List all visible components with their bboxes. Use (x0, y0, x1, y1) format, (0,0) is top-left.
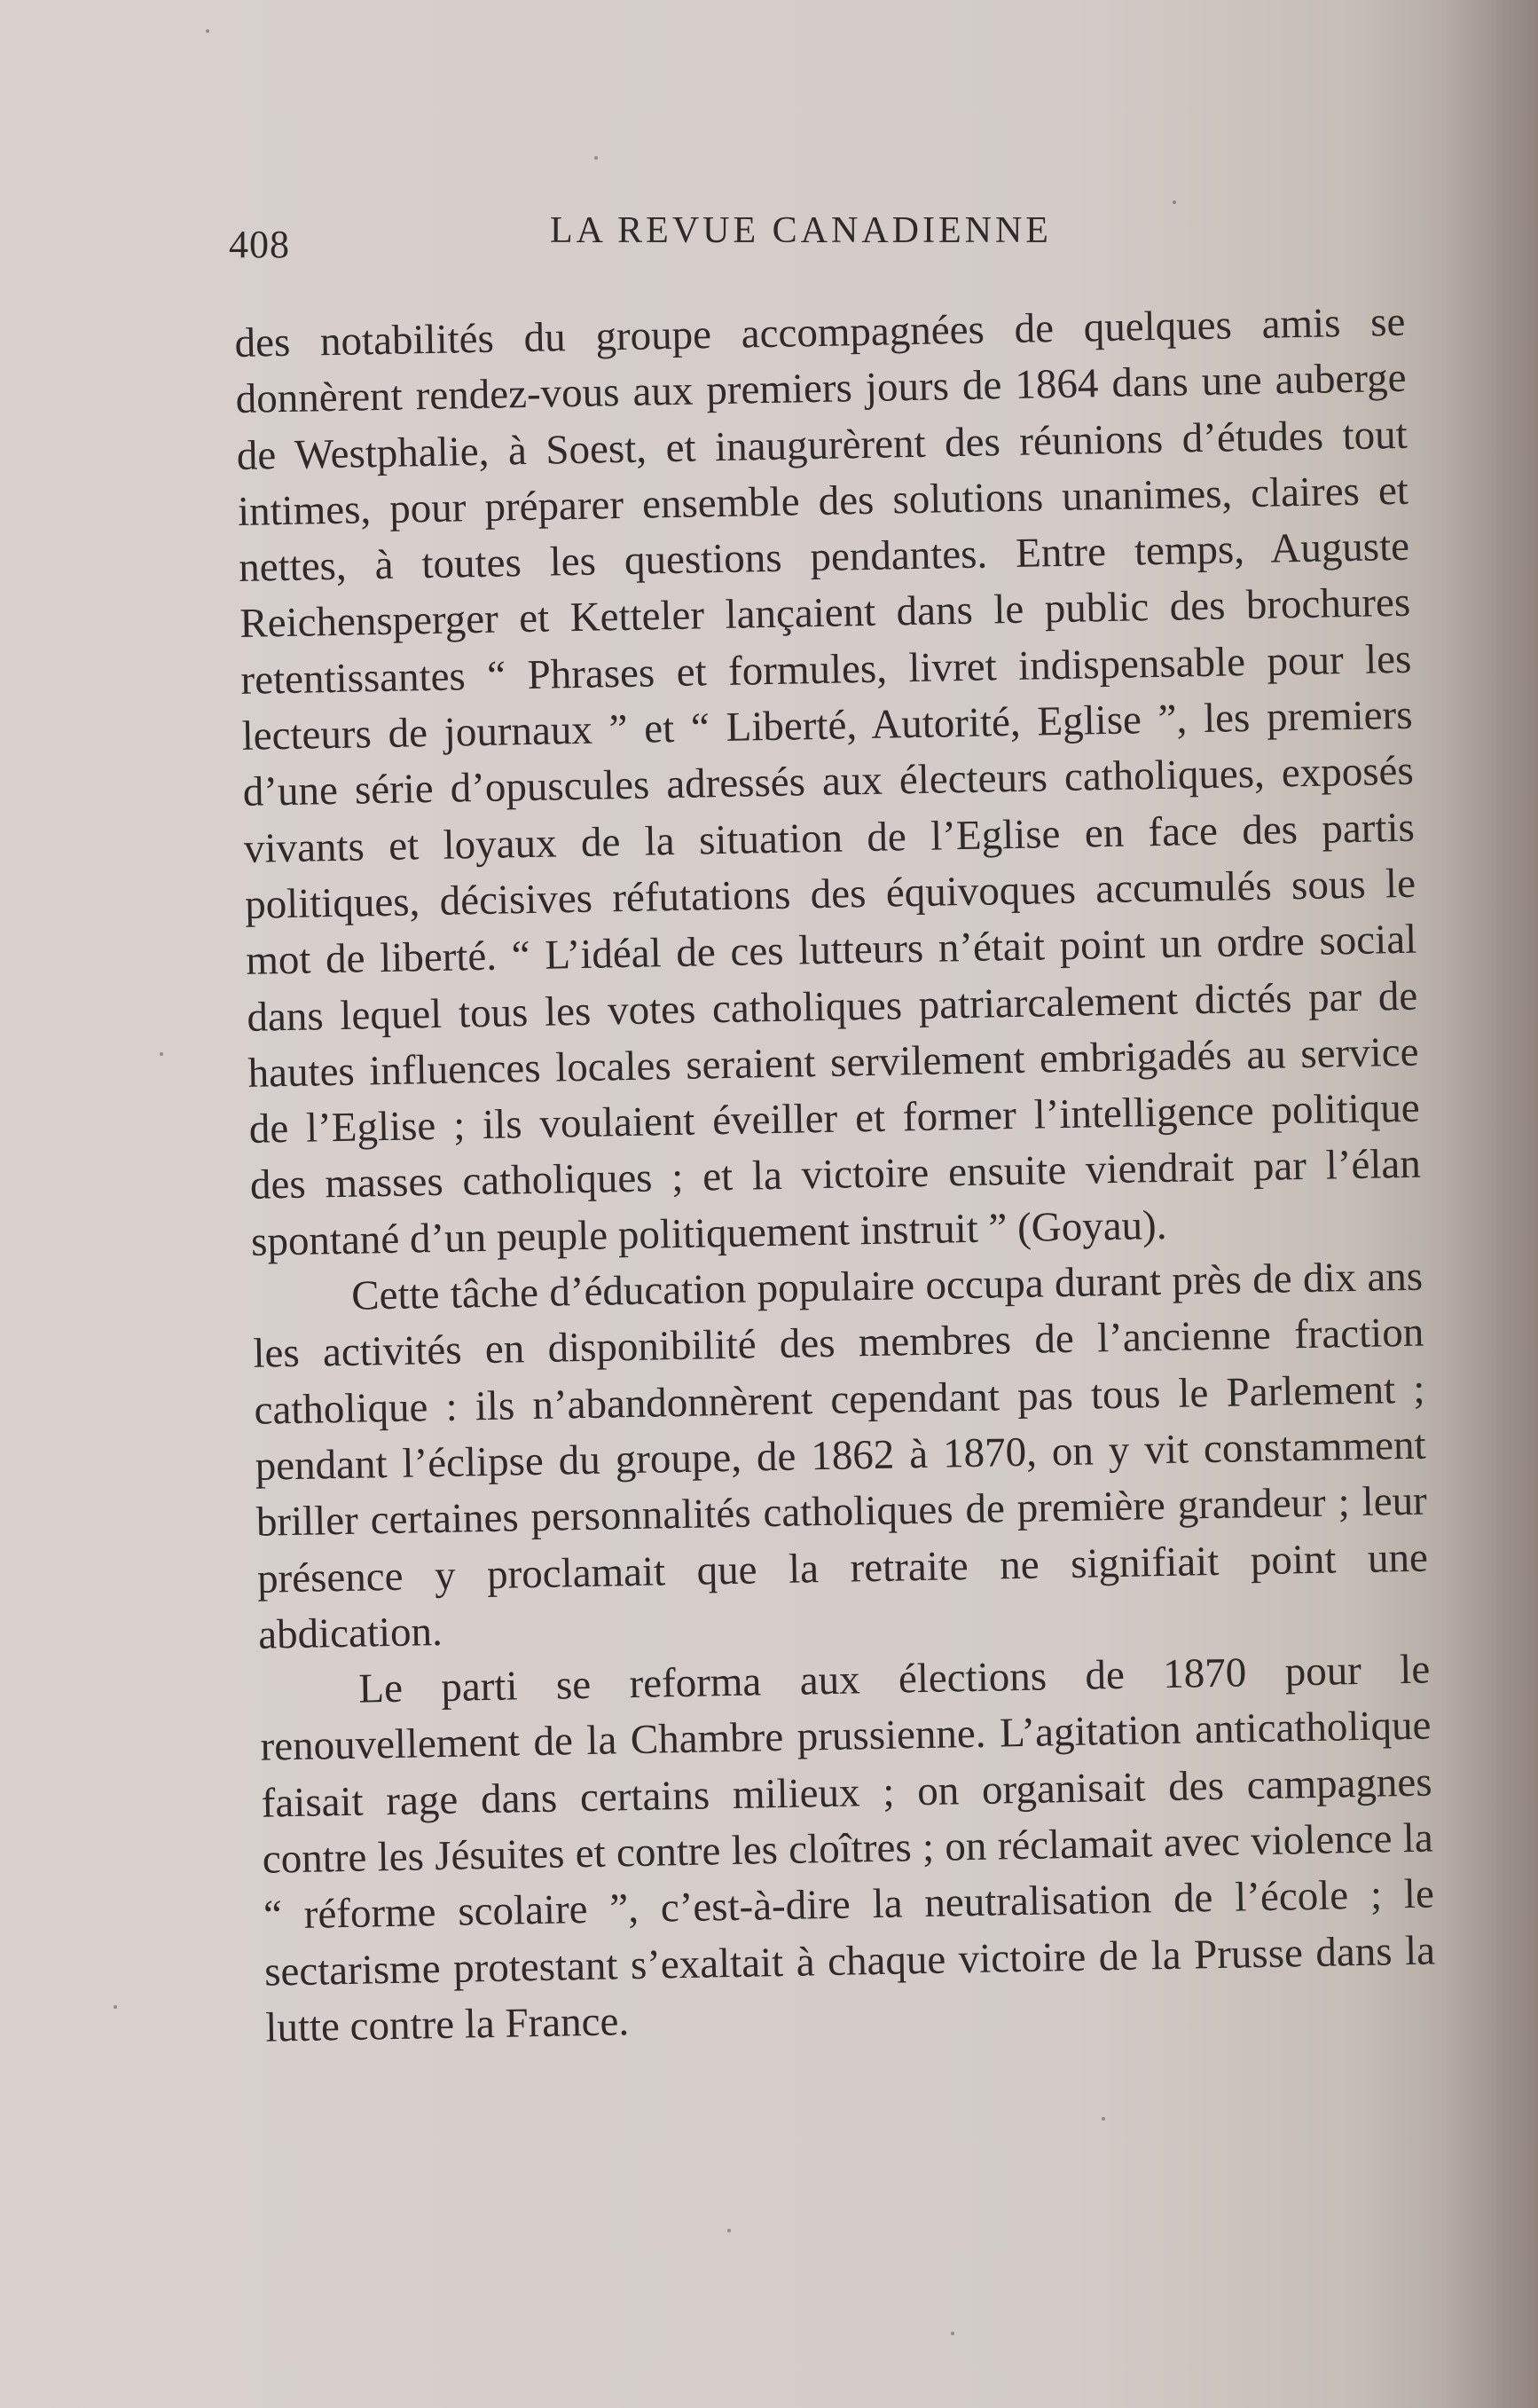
paper-speck (727, 2229, 731, 2232)
running-header (229, 202, 1382, 264)
page-binding-shadow (1440, 0, 1538, 2408)
paper-speck (951, 2332, 954, 2335)
paper-speck (160, 1052, 163, 1056)
page-number: 408 (229, 223, 290, 266)
paragraph-continuation: des notabilités du groupe accompagnées de quelques amis se donnèrent rendez-vous aux premiers jours de 1864 dans une auberge de Westphalie, à Soest, et inaugurèrent des réunions d’études tout intimes, pour préparer ensemble des solutions unanimes, claires et nettes, à toutes les questions pendantes. Entre temps, Auguste Reichensperger et Ketteler lançaient dans le public des brochures retentissantes “ Phrases et formules, livret indispensable pour les lecteurs de journaux ” et “ Liberté, Autorité, Eglise ”, les premiers d’une série d’opuscules adressés aux électeurs catholiques, exposés vivants et loyaux de la situation de l’Eglise en face des partis politiques, décisives réfutations des équivoques accumulés sous le mot de liberté. “ L’idéal de ces lutteurs n’était point un ordre social dans lequel tous les votes catholiques patriarcalement dictés par de hautes influences locales seraient servilement embrigadés au service de l’Eglise ; ils voulaient éveiller et former l’intelligence politique des masses catholiques ; et la victoire ensuite viendrait par l’élan spontané d’un peuple politiquement instruit ” (Goyau). (234, 298, 1422, 1265)
paper-speck (206, 29, 209, 33)
paper-speck (594, 156, 598, 160)
paper-speck (1173, 201, 1176, 204)
paper-speck (114, 2005, 117, 2009)
journal-title: LA REVUE CANADIENNE (550, 210, 1052, 251)
paragraph-education: Cette tâche d’éducation populaire occupa durant près de dix ans les activités en disponibilité des membres de l’ancienne fraction catholique : ils n’abandonnèrent cependant pas tous le Parlement ; pendant l’éclipse du groupe, de 1862 à 1870, on y vit constamment briller certaines personnalités catholiques de première grandeur ; leur présence y proclamait que la retraite ne signifiait point une abdication. (252, 1253, 1429, 1658)
paragraph-reformation: Le parti se reforma aux élections de 1870 pour le renouvellement de la Chambre prussienne. L’agitation anticatholique faisait rage dans certains milieux ; on organisait des campagnes contre les Jésuites et contre les cloîtres ; on réclamait avec violence la “ réforme scolaire ”, c’est-à-dire la neutralisation de l’école ; le sectarisme protestant s’exaltait à chaque victoire de la Prusse dans la lutte contre la France. (260, 1646, 1436, 2051)
paper-speck (1102, 2117, 1105, 2121)
body-text (234, 295, 1437, 2057)
